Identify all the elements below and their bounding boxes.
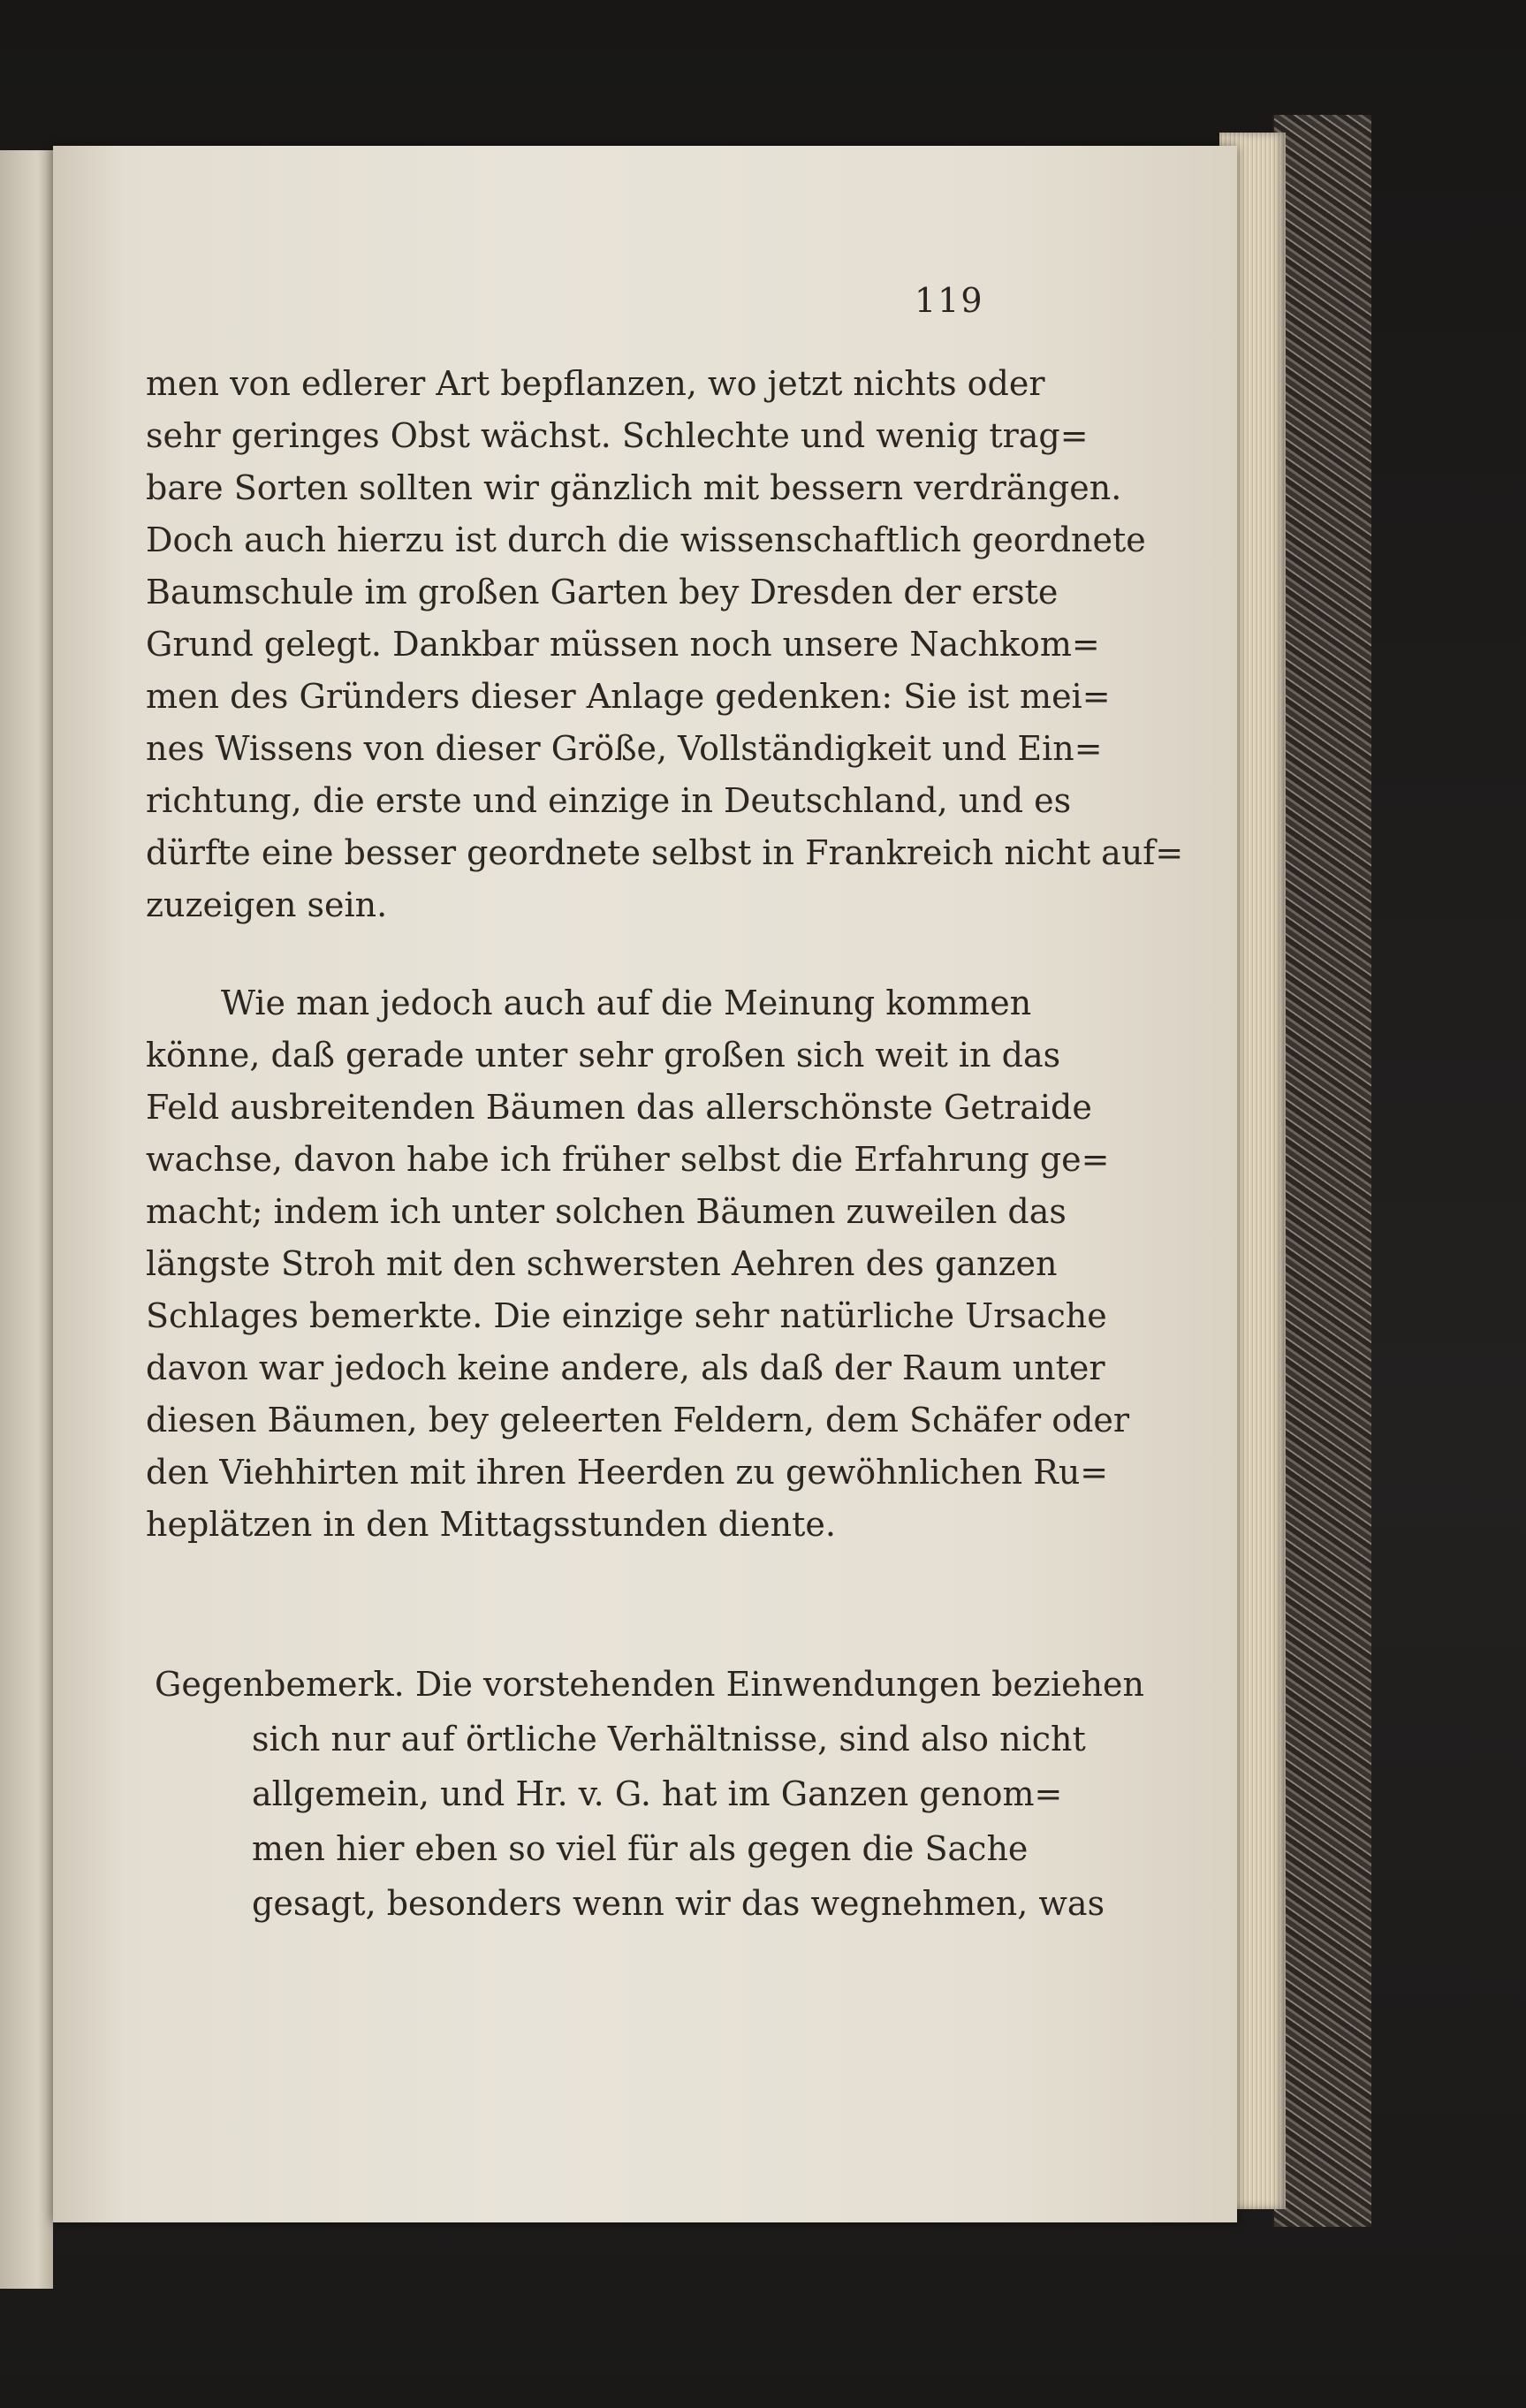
remark-first-line bbox=[155, 1657, 1145, 1712]
text-line: nes Wissens von dieser Größe, Vollständigkeit und Ein= bbox=[146, 729, 1103, 768]
text-line: macht; indem ich unter solchen Bäumen zuweilen das bbox=[146, 1192, 1067, 1231]
text-line: men des Gründers dieser Anlage gedenken: Sie ist mei= bbox=[146, 677, 1111, 716]
text-line: Wie man jedoch auch auf die Meinung kommen bbox=[221, 984, 1032, 1022]
text-line: diesen Bäumen, bey geleerten Feldern, dem Schäfer oder bbox=[146, 1401, 1130, 1439]
text-line: men von edlerer Art bepflanzen, wo jetzt nichts oder bbox=[146, 364, 1045, 403]
text-line: Doch auch hierzu ist durch die wissenschaftlich geordnete bbox=[146, 520, 1146, 559]
page-number: 119 bbox=[915, 281, 984, 320]
remark-first-text: Die vorstehenden Einwendungen beziehen bbox=[414, 1665, 1145, 1704]
text-line: bare Sorten sollten wir gänzlich mit bessern verdrängen. bbox=[146, 468, 1122, 507]
text-line: Baumschule im großen Garten bey Dresden der erste bbox=[146, 573, 1059, 611]
text-line: sehr geringes Obst wächst. Schlechte und wenig trag= bbox=[146, 416, 1089, 455]
text-line: richtung, die erste und einzige in Deutschland, und es bbox=[146, 781, 1072, 820]
remark-line: men hier eben so viel für als gegen die Sache bbox=[252, 1829, 1029, 1868]
marbled-cover bbox=[1272, 115, 1371, 2227]
counter-remark bbox=[155, 1657, 1145, 1931]
remark-line: sich nur auf örtliche Verhältnisse, sind also nicht bbox=[252, 1720, 1086, 1759]
text-line: Schlages bemerkte. Die einzige sehr natürliche Ursache bbox=[146, 1296, 1107, 1335]
remark-line: allgemein, und Hr. v. G. hat im Ganzen genom= bbox=[252, 1774, 1063, 1813]
left-page-edge bbox=[0, 150, 53, 2289]
paragraph-gap bbox=[146, 931, 1003, 977]
main-text bbox=[146, 358, 1184, 1551]
text-line: heplätzen in den Mittagsstunden diente. bbox=[146, 1505, 836, 1544]
text-line: zuzeigen sein. bbox=[146, 885, 388, 924]
text-line: den Viehhirten mit ihren Heerden zu gewöhnlichen Ru= bbox=[146, 1453, 1109, 1492]
text-line: wachse, davon habe ich früher selbst die Erfahrung ge= bbox=[146, 1140, 1110, 1179]
remark-label: Gegenbemerk. bbox=[155, 1665, 405, 1704]
text-line: dürfte eine besser geordnete selbst in Frankreich nicht auf= bbox=[146, 833, 1184, 872]
text-line: Grund gelegt. Dankbar müssen noch unsere Nachkom= bbox=[146, 625, 1100, 664]
text-line: davon war jedoch keine andere, als daß der Raum unter bbox=[146, 1348, 1105, 1387]
text-line: längste Stroh mit den schwersten Aehren des ganzen bbox=[146, 1244, 1058, 1283]
text-line: könne, daß gerade unter sehr großen sich weit in das bbox=[146, 1036, 1061, 1075]
text-line: Feld ausbreitenden Bäumen das allerschönste Getraide bbox=[146, 1088, 1092, 1127]
remark-line: gesagt, besonders wenn wir das wegnehmen, was bbox=[252, 1884, 1105, 1923]
